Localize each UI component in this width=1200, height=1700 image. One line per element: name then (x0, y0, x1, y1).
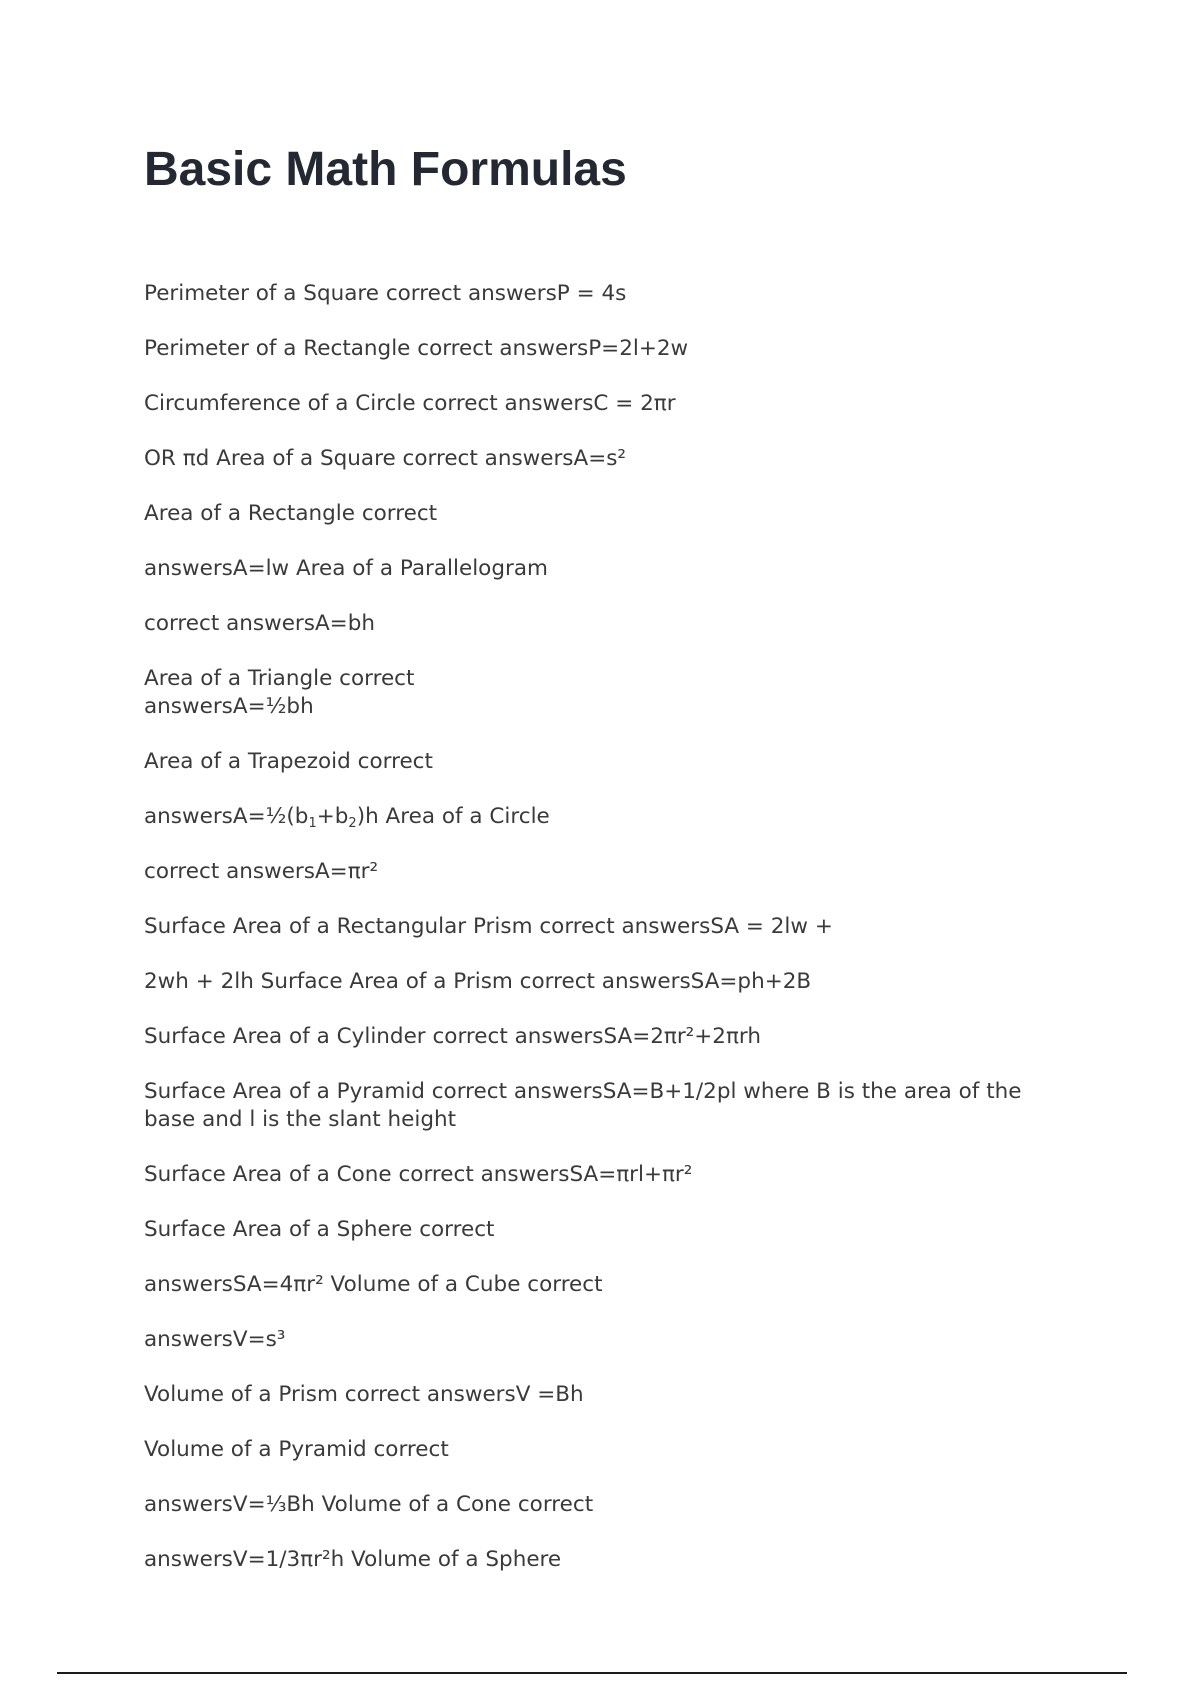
formula-paragraph: Surface Area of a Pyramid correct answersSA=B+1/2pl where B is the area of the base and l is the slant height (144, 1079, 1022, 1132)
subscript: 1 (308, 816, 317, 831)
formula-paragraph: Area of a Rectangle correct (144, 501, 438, 526)
formula-paragraph: correct answersA=bh (144, 611, 375, 636)
formula-paragraph: Perimeter of a Rectangle correct answersP=2l+2w (144, 336, 689, 361)
formula-paragraph: 2wh + 2lh Surface Area of a Prism correct answersSA=ph+2B (144, 969, 812, 994)
formula-paragraph: Surface Area of a Rectangular Prism correct answersSA = 2lw + (144, 914, 833, 939)
page-title: Basic Math Formulas (144, 143, 627, 196)
formula-text: )h Area of a Circle (356, 804, 550, 829)
formula-paragraph: Surface Area of a Cylinder correct answersSA=2πr²+2πrh (144, 1024, 762, 1049)
formula-text: answersA=½(b (144, 804, 309, 829)
formula-paragraph: answersA=lw Area of a Parallelogram (144, 556, 548, 581)
formula-paragraph: answersV=1/3πr²h Volume of a Sphere (144, 1547, 562, 1572)
formula-paragraph: OR πd Area of a Square correct answersA=s² (144, 446, 627, 471)
formula-paragraph: Circumference of a Circle correct answersC = 2πr (144, 391, 676, 416)
formula-paragraph (144, 803, 1069, 831)
page-divider (57, 1672, 1127, 1674)
formula-paragraph: answersSA=4πr² Volume of a Cube correct (144, 1272, 603, 1297)
formula-paragraph: answersV=s³ (144, 1327, 286, 1352)
formula-paragraph: Perimeter of a Square correct answersP = 4s (144, 281, 627, 306)
formula-paragraph: Volume of a Pyramid correct (144, 1437, 449, 1462)
formula-paragraph: Area of a Trapezoid correct (144, 749, 433, 774)
formula-paragraph: Volume of a Prism correct answersV =Bh (144, 1382, 584, 1407)
subscript: 2 (348, 816, 357, 831)
formula-text: Area of a Triangle correct answersA=½bh (144, 666, 415, 719)
formula-text: +b (316, 804, 349, 829)
formula-paragraph (144, 665, 444, 721)
formula-paragraph: Surface Area of a Cone correct answersSA=πrl+πr² (144, 1162, 693, 1187)
formula-list (144, 280, 1069, 1601)
formula-paragraph: correct answersA=πr² (144, 859, 379, 884)
formula-paragraph: Surface Area of a Sphere correct (144, 1217, 495, 1242)
formula-paragraph: answersV=⅓Bh Volume of a Cone correct (144, 1492, 594, 1517)
